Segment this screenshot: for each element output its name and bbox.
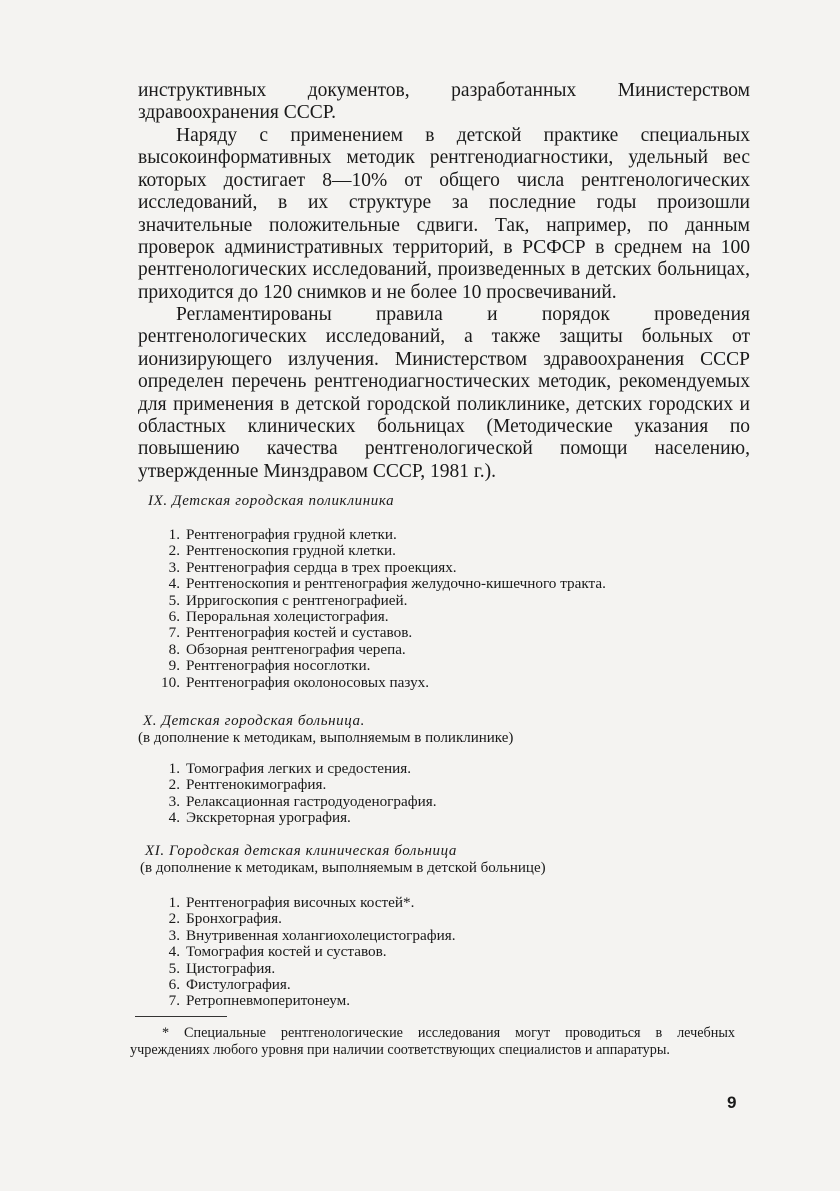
list-item: 2. Бронхография. <box>168 910 282 928</box>
list-item: 8. Обзорная рентгенография черепа. <box>168 640 406 658</box>
list-item: 1. Рентгенография грудной клетки. <box>168 526 397 543</box>
list-item: 5. Цистография. <box>168 959 276 977</box>
list-item: 2. Рентгеноскопия грудной клетки. <box>168 542 396 560</box>
list-item: 7. Рентгенография костей и суставов. <box>168 624 413 642</box>
list-item: 1. Томография легких и средостения. <box>168 760 412 777</box>
section-ix-list <box>156 527 606 691</box>
section-ix-heading: IX. Детская городская поликлиника <box>148 493 395 509</box>
list-item: 2. Рентгенокимография. <box>168 776 327 794</box>
paragraph-regulations: Регламентированы правила и порядок проведения рентгенологических исследований, а также защиты больных от ионизирующего излучения. Министерством здравоохранения СССР определен перечень рентгенодиагностических методик, рекомендуемых для применения в детской городской поликлинике, детских городских и областных клинических больницах (Методические указания по повышению качества рентгенологической помощи населению, утвержденные Минздравом СССР, 1981 г.). <box>138 304 750 482</box>
list-item: 4. Томография костей и суставов. <box>168 943 387 961</box>
section-xi-subheading: (в дополнение к методикам, выполняемым в детской больнице) <box>140 860 546 876</box>
section-xi-heading: XI. Городская детская клиническая больница <box>145 843 458 859</box>
footnote-divider <box>135 1016 227 1017</box>
section-x-list <box>156 761 437 827</box>
list-item: 3. Релаксационная гастродуоденография. <box>168 792 437 810</box>
list-item: 1. Рентгенография височных костей*. <box>168 894 415 911</box>
paragraph-continuation: инструктивных документов, разработанных Министерством здравоохранения СССР. <box>138 80 750 124</box>
list-item: 9. Рентгенография носоглотки. <box>168 657 371 675</box>
section-xi-list <box>156 895 456 1010</box>
page-number: 9 <box>727 1093 737 1112</box>
section-x-subheading: (в дополнение к методикам, выполняемым в поликлинике) <box>138 730 514 746</box>
section-x-heading: X. Детская городская больница. <box>143 713 366 729</box>
list-item: 3. Рентгенография сердца в трех проекциях. <box>168 558 457 576</box>
list-item: 6. Пероральная холецистография. <box>168 608 389 626</box>
list-item: 5. Ирригоскопия с рентгенографией. <box>168 591 408 609</box>
list-item: 10. Рентгенография околоносовых пазух. <box>161 673 430 691</box>
list-item: 3. Внутривенная холангиохолецистография. <box>168 926 456 944</box>
paragraph-statistics: Наряду с применением в детской практике специальных высокоинформативных методик рентгенодиагностики, удельный вес которых достигает 8—10% от общего числа рентгенологических исследований, в их структуре за последние годы произошли значительные положительные сдвиги. Так, например, по данным проверок административных территорий, в РСФСР в среднем на 100 рентгенологических исследований, произведенных в детских больницах, приходится до 120 снимков и не более 10 просвечиваний. <box>138 125 750 303</box>
list-item: 6. Фистулография. <box>168 976 291 994</box>
list-item: 7. Ретропневмоперитонеум. <box>168 992 351 1010</box>
list-item: 4. Рентгеноскопия и рентгенография желудочно-кишечного тракта. <box>168 575 606 593</box>
list-item: 4. Экскреторная урография. <box>168 809 351 827</box>
footnote: * Специальные рентгенологические исследования могут проводиться в лечебных учреждениях любого уровня при наличии соответствующих специалистов и аппаратуры. <box>130 1025 735 1058</box>
